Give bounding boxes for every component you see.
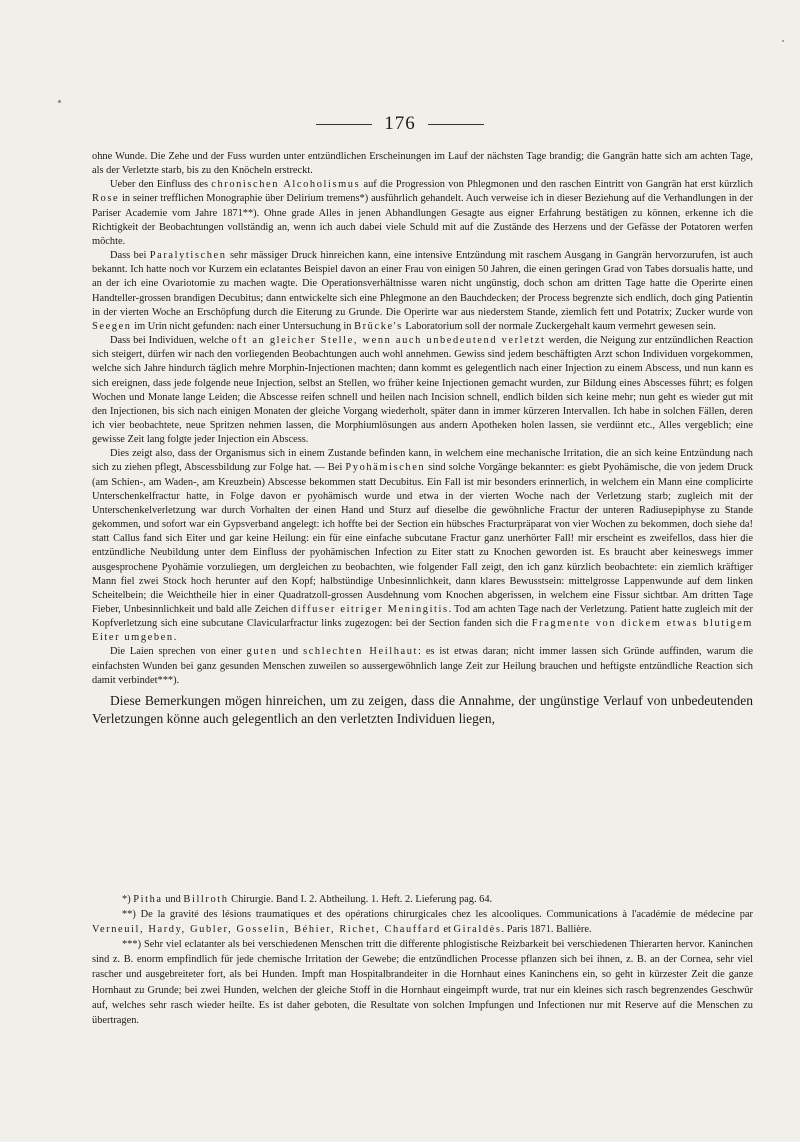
text-run: ohne Wunde. Die Zehe und der Fuss wurden unter entzündlichen Erscheinungen im Lauf der nächsten Tage brandig; die Gangrän hatte sich am achten Tage, als der Verletzte starb, bis zu den Knöcheln erstreckt. [92, 151, 753, 177]
paragraph [92, 334, 753, 447]
header-rule-right [428, 124, 484, 125]
text-run: und [162, 894, 184, 905]
text-run: sehr mässiger Druck hinreichen kann, eine intensive Entzündung mit raschem Ausgang in Gangrän hervorzurufen, ist auch bekannt. Ich hatte noch vor Kurzem ein eclatantes Beispiel davon an einer Frau von einigen 50 Jahren, die einen geringen Grad von Tabes dorsualis hatte, und an der ich eine Ovariotomie zu machen wagte. Die Operationsverhältnisse waren nicht ungünstig, doch schon am dritten Tage hatte die Operirte einen Handteller-grossen brandigen Decubitus; dann entwickelte sich eine Phlegmone an den Bauchdecken; der Process begrenzte sich endlich, doch ging Patientin in der vierten Woche an Erschöpfung durch die Eiterung zu Grunde. Die Operirte war aus niederstem Stande, ziemlich fett und Potatrix; Zucker wurde von [92, 250, 754, 318]
spaced-emphasis-text: chronischen Alcoholismus [211, 179, 361, 191]
spaced-emphasis-text: Giraldès [453, 924, 502, 936]
paragraph [92, 645, 753, 687]
spaced-emphasis-text: Pitha [133, 894, 163, 905]
text-run: im Urin nicht gefunden: nach einer Untersuchung in [131, 320, 355, 332]
spaced-emphasis-text: schlechten Heilhaut [303, 646, 419, 658]
scan-speck [58, 100, 61, 103]
page-header [0, 112, 800, 136]
spaced-emphasis-text: Brücke's [354, 320, 403, 332]
scan-speck [782, 40, 784, 42]
spaced-emphasis-text: Pyohämischen [345, 462, 426, 474]
page-number: 176 [384, 113, 416, 134]
text-run: *) [122, 894, 134, 905]
text-run: sind solche Vorgänge bekannter: es giebt Pyohämische, die von jedem Druck (am Schien-, am Waden-, am Kreuzbein) Abscesse bekommen statt Decubitus. Ein Fall ist mir besonders erinnerlich, in welchem ein Mann eine complicirte Unterschenkelfractur hatte, in Folge davon er pyohämisch wurde und etwa in der vierten Woche nach der Verletzung starb; zugleich mit der Unterschenkelverletzung war durch Vorhalten der einen Hand und Sturz auf dieselbe die gewöhnliche Fractur der unteren Radiusepiphyse zu Stande gekommen, und sofort war ein Gypsverband angelegt: ich hoffte bei der Section ein hübsches Fracturpräparat von vier Wochen zu bekommen, doch siehe da! statt Callus fand sich Eiter und gar keine Heilung: ein für eine einfache subcutane Fractur ganz unerhörter Fall! mir erscheint es zweifellos, dass hier die entzündliche Neubildung unter dem Einfluss der pyohämischen Infection zu Eiter statt zu Knochen geworden ist. Es braucht aber keineswegs immer ausgesprochene Pyohämie vorzuliegen, um dergleichen zu beobachten, wie folgender Fall zeigt, den ich ganz kürzlich beobachtete: ein ziemlich kräftiger Mann fiel zwei Stock hoch herunter auf den Kopf; halbstündige Unbesinnlichkeit, dann klares Bewusstsein: mittelgrosse Lappenwunde auf dem linken Scheitelbein; die Weichtheile hier in einer Quadratzoll-grossen Ausdehnung vom Knochen abgerissen, in welchem eine Fissur sichtbar. Am dritten Tage Fieber, Unbesinnlichkeit und bald alle Zeichen [92, 462, 753, 615]
footnotes [92, 892, 753, 1028]
text-run: ***) Sehr viel eclatanter als bei verschiedenen Menschen tritt die differente phlogistische Reizbarkeit bei verschiedenen Thierarten hervor. Kaninchen sind z. B. enorm empfindlich für jede chemische Irritation der Gewebe; die entzündlichen Processe pflanzen sich bei ihnen, z. B. an der Cornea, sehr viel rascher und ausgebreiteter fort, als bei Hunden. Impft man Hospitalbrandeiter in die Hornhaut eines Kaninchens ein, so geht in kürzester Zeit die ganze Hornhaut zu Grunde; bei zwei Hunden, welchen der gleiche Stoff in die Hornhaut eingeimpft wurde, trat nur ein kleines sich rasch begrenzendes Geschwür auf, welches sehr rasch wieder heilte. Es ist daher geboten, die Resultate von solchen Impfungen und Infectionen nur mit Reserve auf die Menschen zu übertragen. [92, 939, 753, 1026]
text-run: Chirurgie. Band I. 2. Abtheilung. 1. Heft. 2. Lieferung pag. 64. [228, 894, 493, 905]
text-run: und [277, 646, 304, 658]
text-run: Dass bei [110, 250, 150, 262]
paragraph [92, 447, 753, 645]
spaced-emphasis-text: Rose [92, 193, 120, 205]
paragraph [92, 150, 753, 178]
spaced-emphasis-text: Fragmente von dickem etwas blutigem Eiter umgeben [92, 618, 753, 644]
text-run: werden, die Neigung zur entzündlichen Reaction sich steigert, dürfen wir nach den vorliegenden Beobachtungen auch wohl annehmen. Gewiss sind jedem beschäftigten Arzt schon Individuen vorgekommen, welche sich Jahre hindurch täglich mehre Morphin-Injectionen machten; dann kommt es gelegentlich nach einer Injection zu einem Abscess, und nun kann es sich ereignen, dass jede folgende neue Injection, selbst an Stellen, wo früher keine Injectionen gemacht wurden, zur Bildung eines Abscesses führt; es folgen Wochen und Monate lange Leiden; die Abscesse reifen schnell und heilen nach Incision schnell, endlich bilden sich keine mehr; nun geht es wieder gut mit den Injectionen, bis sich nach einigen Monaten der gleiche Vorgang wiederholt, später dann in immer kürzeren Intervallen. Ich habe in solchen Fällen, deren ich vier beobachtete, neue Spritzen nehmen lassen, die Morphiumlösungen aus andern Apotheken holen lassen, sie verdünnt etc., Alles vergeblich; eine gewisse Zeit lang folgte jeder Injection ein Abscess. [92, 335, 754, 446]
paragraph [92, 178, 753, 249]
body-text [92, 150, 753, 728]
text-run: . [173, 632, 177, 644]
text-run: Ueber den Einfluss des [110, 179, 212, 191]
spaced-emphasis-text: Paralytischen [149, 250, 227, 262]
spaced-emphasis-text: diffuser eitriger Meningitis [290, 604, 449, 615]
paragraph [92, 249, 753, 334]
spaced-emphasis-text: Seegen [92, 320, 132, 332]
text-run: et [440, 924, 454, 936]
footnote [92, 892, 753, 907]
footnote [92, 937, 753, 1028]
spaced-emphasis-text: Billroth [183, 894, 229, 905]
text-run: Die Laien sprechen von einer [110, 646, 247, 658]
text-run: Laboratorium soll der normale Zuckergehalt kaum vermehrt gewesen sein. [402, 320, 716, 332]
spaced-emphasis-text: oft an gleicher Stelle, wenn auch unbedeutend verletzt [231, 335, 546, 347]
text-run: . Paris 1871. Ballière. [501, 924, 592, 936]
text-run: Dies zeigt also, dass der Organismus sich in einem Zustande befinden kann, in welchem eine mechanische Irritation, die an sich keine Entzündung nach sich zu ziehen pflegt, Abscessbildung zur Folge hat. — Bei [92, 448, 753, 474]
text-run: in seiner trefflichen Monographie über Delirium tremens*) ausführlich gehandelt. Auch verweise ich in dieser Beziehung auf die Verhandlungen in der Pariser Academie vom Jahre 1871**). Ohne grade Alles in jenen Abhandlungen Gesagte aus eigner Erfahrung bestätigen zu können, erkenne ich die Richtigkeit der Beobachtungen vollständig an, wenn ich auch dabei viele Schuld mit auf die Zustände des Herzens und der Gefässe der Potatoren werfen möchte. [92, 193, 753, 247]
spaced-emphasis-text: Verneuil, Hardy, Gubler, Gosselin, Béhier, Richet, Chauffard [92, 924, 441, 936]
text-run: Diese Bemerkungen mögen hinreichen, um zu zeigen, dass die Annahme, der ungünstige Verlauf von unbedeutenden Verletzungen könne auch gelegentlich an den verletzten Individuen liegen, [92, 692, 753, 727]
text-run: Dass bei Individuen, welche [110, 335, 232, 347]
large-paragraph [92, 692, 753, 728]
text-run: : es ist etwas daran; nicht immer lassen sich Gründe auffinden, warum die einfachsten Wunden bei ganz gesunden Menschen zuweilen so aussergewöhnlich lange Zeit zur Heilung brauchen und heftigste entzündliche Reaction sich damit verbindet***). [92, 646, 753, 686]
spaced-emphasis-text: guten [246, 646, 278, 658]
header-rule-left [316, 124, 372, 125]
text-run: . Tod am achten Tage nach der Verletzung. Patient hatte zugleich mit der Kopfverletzung sich eine subcutane Clavicularfractur links zugezogen: bei der Section fanden sich die [92, 604, 754, 630]
text-run: **) De la gravité des lésions traumatiques et des opérations chirurgicales chez les alcooliques. Communications à l'académie de médecine par [122, 909, 753, 921]
footnote [92, 907, 753, 937]
text-run: auf die Progression von Phlegmonen und den raschen Eintritt von Gangrän hat erst kürzlich [360, 179, 753, 191]
